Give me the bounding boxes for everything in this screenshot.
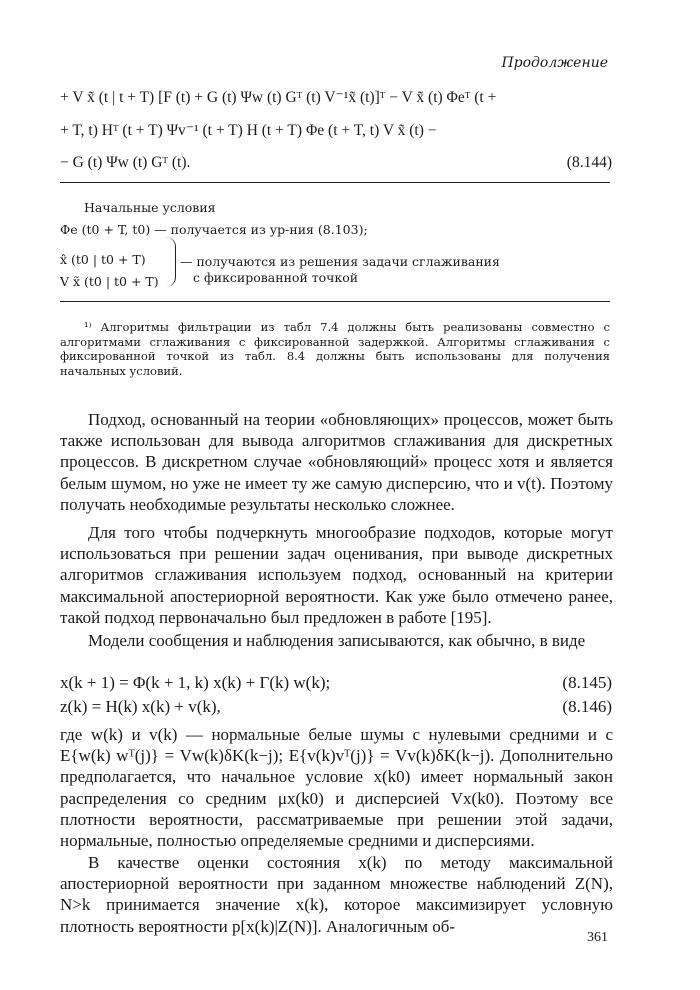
right-brace	[163, 237, 176, 287]
paragraph-4: где w(k) и v(k) — нормальные белые шумы с нулевыми средними и с E{w(k) wᵀ(j)} = Vw(k)δK(k−j); E{v(k)vᵀ(j)} = Vv(k)δK(k−j). Дополнительно предполагается, что начальное условие x(k0) имеет нормальный закон распределения со средним μx(k0) и дисперсией Vx(k0). Поэтому все плотности вероятности, рассматриваемые при решении этой задачи, нормальные, полностью определяемые средними и дисперсиями.	[60, 725, 613, 851]
table-rule-top	[60, 182, 610, 183]
initial-conditions-title: Начальные условия	[84, 200, 216, 215]
equation-8-144-line-2: + T, t) Hᵀ (t + T) Ψv⁻¹ (t + T) H (t + T) Φe (t + T, t) V x̃ (t) −	[60, 122, 437, 139]
paragraph-3: Модели сообщения и наблюдения записываются, как обычно, в виде	[88, 631, 586, 650]
paragraph-5: В качестве оценки состояния x(k) по методу максимальной апостериорной вероятности при заданном множестве наблюдений Z(N), N>k принимается значение x(k), которое максимизирует условную плотность вероятности p[x(k)|Z(N)]. Аналогичным об-	[60, 853, 613, 936]
equation-8-144-line-1: + V x̃ (t | t + T) [F (t) + G (t) Ψw (t) Gᵀ (t) V⁻¹x̃ (t)]ᵀ − V x̃ (t) Φeᵀ (t +	[60, 89, 497, 106]
brace-text-2: с фиксированной точкой	[193, 270, 359, 285]
brace-text-1: — получаются из решения задачи сглаживания	[180, 254, 500, 269]
footnote: ¹⁾ Алгоритмы фильтрации из табл 7.4 должны быть реализованы совместно с алгоритмами сглаживания с фиксированной задержкой. Алгоритмы сглаживания с фиксированной точкой из табл. 8.4 должны быть использованы для получения начальных условий.	[60, 320, 610, 378]
equation-number-8-146: (8.146)	[562, 697, 612, 716]
equation-8-144-line-3: − G (t) Ψw (t) Gᵀ (t).	[60, 154, 191, 171]
page-number: 361	[587, 930, 608, 945]
equation-8-146: z(k) = H(k) x(k) + v(k),	[60, 697, 221, 716]
paragraph-2: Для того чтобы подчеркнуть многообразие подходов, которые могут использоваться при решении задач оценивания, при выводе дискретных алгоритмов сглаживания используем подход, основанный на критерии максимальной апостериорной вероятности. Как уже было отмечено ранее, такой подход первоначально был предложен в работе [195].	[60, 523, 613, 627]
equation-8-145: x(k + 1) = Φ(k + 1, k) x(k) + Γ(k) w(k);	[60, 673, 331, 692]
paragraph-1: Подход, основанный на теории «обновляющих» процессов, может быть также использован для вывода алгоритмов сглаживания для дискретных процессов. В дискретном случае «обновляющий» процесс хотя и является белым шумом, но уже не имеет ту же самую дисперсию, что и v(t). Поэтому получать необходимые результаты несколько сложнее.	[60, 410, 613, 514]
initial-condition-v: V x̃ (t0 | t0 + T)	[60, 274, 159, 289]
equation-number-8-145: (8.145)	[562, 673, 612, 692]
equation-number-8-144: (8.144)	[566, 154, 612, 171]
initial-condition-x-hat: x̂ (t0 | t0 + T)	[60, 252, 146, 267]
continuation-label: Продолжение	[501, 55, 608, 71]
initial-condition-phi: Φe (t0 + T, t0) — получается из ур-ния (8.103);	[60, 222, 368, 237]
table-rule-bottom	[60, 301, 610, 302]
